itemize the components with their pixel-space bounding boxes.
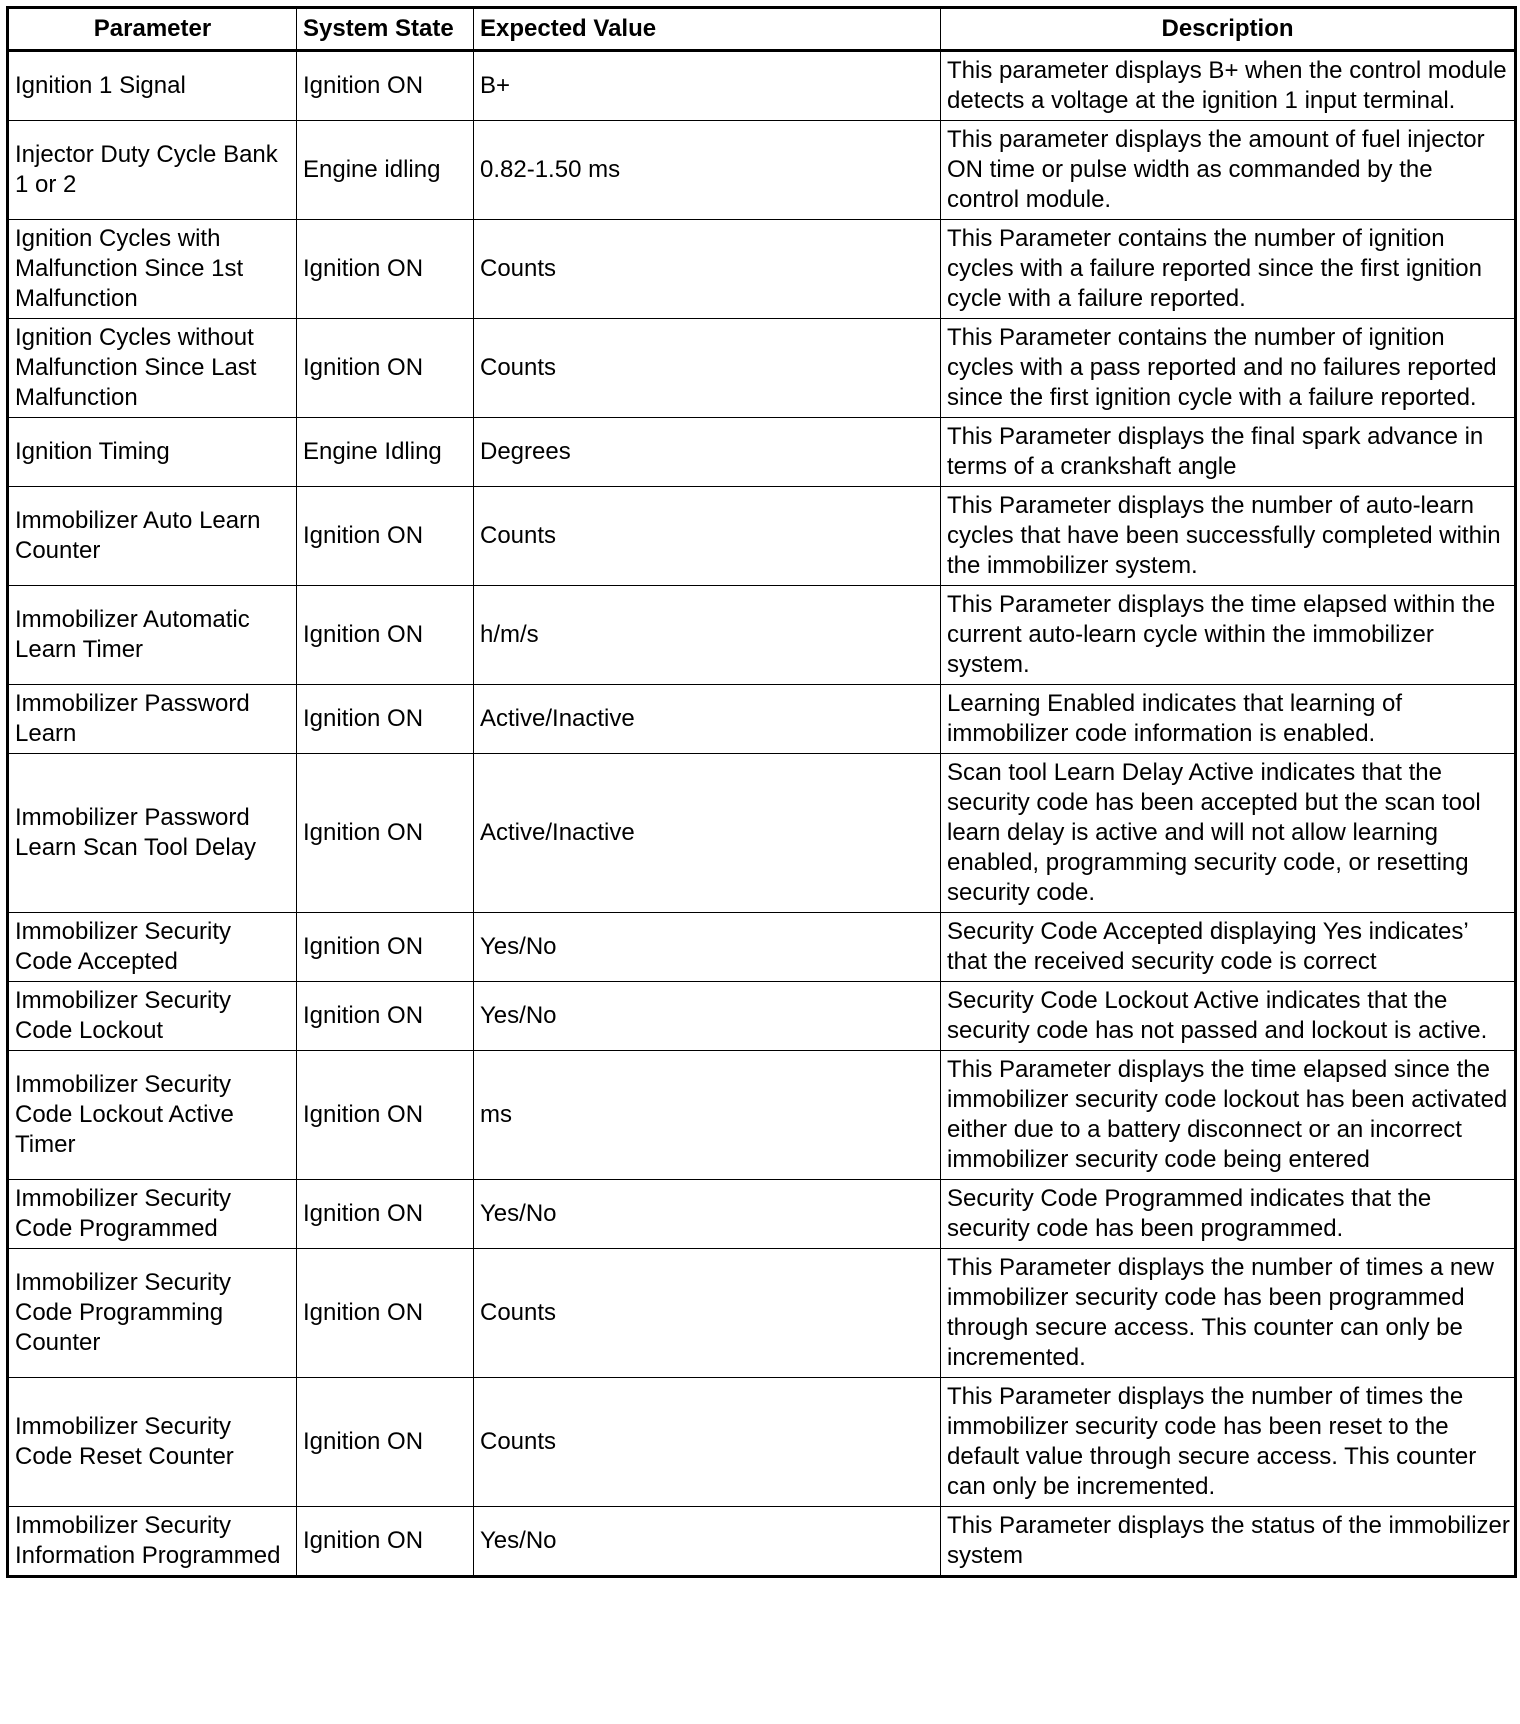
cell-expected-value: h/m/s bbox=[474, 586, 941, 685]
header-system-state: System State bbox=[297, 8, 474, 51]
cell-parameter: Ignition Cycles with Malfunction Since 1st Malfunction bbox=[8, 220, 297, 319]
cell-parameter: Immobilizer Security Code Lockout bbox=[8, 982, 297, 1051]
cell-expected-value: Counts bbox=[474, 487, 941, 586]
cell-description: This Parameter displays the time elapsed within the current auto-learn cycle within the immobilizer system. bbox=[941, 586, 1516, 685]
cell-expected-value: Active/Inactive bbox=[474, 754, 941, 913]
cell-system-state: Ignition ON bbox=[297, 685, 474, 754]
cell-expected-value: Counts bbox=[474, 319, 941, 418]
cell-expected-value: Active/Inactive bbox=[474, 685, 941, 754]
cell-system-state: Engine Idling bbox=[297, 418, 474, 487]
cell-system-state: Ignition ON bbox=[297, 1378, 474, 1507]
cell-parameter: Ignition 1 Signal bbox=[8, 51, 297, 121]
cell-expected-value: Degrees bbox=[474, 418, 941, 487]
parameter-table bbox=[6, 6, 1517, 1578]
cell-description: This Parameter displays the status of the immobilizer system bbox=[941, 1507, 1516, 1577]
header-parameter: Parameter bbox=[8, 8, 297, 51]
cell-parameter: Injector Duty Cycle Bank 1 or 2 bbox=[8, 121, 297, 220]
document-page bbox=[6, 6, 1514, 1578]
cell-parameter: Immobilizer Security Code Programmed bbox=[8, 1180, 297, 1249]
cell-parameter: Immobilizer Password Learn bbox=[8, 685, 297, 754]
table-row bbox=[8, 319, 1516, 418]
cell-parameter: Immobilizer Security Code Lockout Active Timer bbox=[8, 1051, 297, 1180]
header-description: Description bbox=[941, 8, 1516, 51]
table-row bbox=[8, 1507, 1516, 1577]
cell-expected-value: Yes/No bbox=[474, 913, 941, 982]
cell-parameter: Immobilizer Automatic Learn Timer bbox=[8, 586, 297, 685]
cell-parameter: Immobilizer Security Information Programmed bbox=[8, 1507, 297, 1577]
table-row bbox=[8, 982, 1516, 1051]
table-body bbox=[8, 51, 1516, 1577]
cell-system-state: Engine idling bbox=[297, 121, 474, 220]
table-row bbox=[8, 913, 1516, 982]
cell-description: This Parameter contains the number of ignition cycles with a pass reported and no failures reported since the first ignition cycle with a failure reported. bbox=[941, 319, 1516, 418]
cell-parameter: Ignition Timing bbox=[8, 418, 297, 487]
table-row bbox=[8, 220, 1516, 319]
cell-expected-value: Yes/No bbox=[474, 1507, 941, 1577]
cell-system-state: Ignition ON bbox=[297, 319, 474, 418]
cell-expected-value: 0.82-1.50 ms bbox=[474, 121, 941, 220]
cell-description: This Parameter displays the number of auto-learn cycles that have been successfully completed within the immobilizer system. bbox=[941, 487, 1516, 586]
header-expected-value: Expected Value bbox=[474, 8, 941, 51]
cell-description: This Parameter displays the number of times the immobilizer security code has been reset to the default value through secure access. This counter can only be incremented. bbox=[941, 1378, 1516, 1507]
cell-system-state: Ignition ON bbox=[297, 1051, 474, 1180]
cell-description: Security Code Lockout Active indicates that the security code has not passed and lockout is active. bbox=[941, 982, 1516, 1051]
cell-system-state: Ignition ON bbox=[297, 1507, 474, 1577]
header-row bbox=[8, 8, 1516, 51]
cell-description: Security Code Accepted displaying Yes indicates’ that the received security code is correct bbox=[941, 913, 1516, 982]
cell-system-state: Ignition ON bbox=[297, 982, 474, 1051]
table-row bbox=[8, 487, 1516, 586]
table-row bbox=[8, 754, 1516, 913]
table-row bbox=[8, 121, 1516, 220]
cell-description: This Parameter displays the final spark advance in terms of a crankshaft angle bbox=[941, 418, 1516, 487]
cell-description: This parameter displays the amount of fuel injector ON time or pulse width as commanded by the control module. bbox=[941, 121, 1516, 220]
cell-expected-value: B+ bbox=[474, 51, 941, 121]
cell-description: This Parameter contains the number of ignition cycles with a failure reported since the first ignition cycle with a failure reported. bbox=[941, 220, 1516, 319]
table-row bbox=[8, 1180, 1516, 1249]
cell-parameter: Immobilizer Auto Learn Counter bbox=[8, 487, 297, 586]
cell-description: Learning Enabled indicates that learning of immobilizer code information is enabled. bbox=[941, 685, 1516, 754]
table-row bbox=[8, 1051, 1516, 1180]
cell-system-state: Ignition ON bbox=[297, 487, 474, 586]
cell-system-state: Ignition ON bbox=[297, 1180, 474, 1249]
table-header bbox=[8, 8, 1516, 51]
cell-parameter: Ignition Cycles without Malfunction Since Last Malfunction bbox=[8, 319, 297, 418]
table-row bbox=[8, 1378, 1516, 1507]
table-row bbox=[8, 1249, 1516, 1378]
cell-expected-value: Yes/No bbox=[474, 982, 941, 1051]
cell-system-state: Ignition ON bbox=[297, 913, 474, 982]
cell-description: This Parameter displays the time elapsed since the immobilizer security code lockout has been activated either due to a battery disconnect or an incorrect immobilizer security code being entered bbox=[941, 1051, 1516, 1180]
cell-parameter: Immobilizer Password Learn Scan Tool Delay bbox=[8, 754, 297, 913]
cell-expected-value: Counts bbox=[474, 1249, 941, 1378]
cell-description: This Parameter displays the number of times a new immobilizer security code has been programmed through secure access. This counter can only be incremented. bbox=[941, 1249, 1516, 1378]
cell-expected-value: Yes/No bbox=[474, 1180, 941, 1249]
cell-system-state: Ignition ON bbox=[297, 220, 474, 319]
cell-parameter: Immobilizer Security Code Accepted bbox=[8, 913, 297, 982]
cell-description: This parameter displays B+ when the control module detects a voltage at the ignition 1 input terminal. bbox=[941, 51, 1516, 121]
table-row bbox=[8, 586, 1516, 685]
table-row bbox=[8, 418, 1516, 487]
cell-system-state: Ignition ON bbox=[297, 754, 474, 913]
cell-parameter: Immobilizer Security Code Programming Counter bbox=[8, 1249, 297, 1378]
cell-expected-value: Counts bbox=[474, 1378, 941, 1507]
cell-expected-value: ms bbox=[474, 1051, 941, 1180]
cell-system-state: Ignition ON bbox=[297, 51, 474, 121]
cell-description: Security Code Programmed indicates that the security code has been programmed. bbox=[941, 1180, 1516, 1249]
cell-parameter: Immobilizer Security Code Reset Counter bbox=[8, 1378, 297, 1507]
cell-system-state: Ignition ON bbox=[297, 586, 474, 685]
table-row bbox=[8, 685, 1516, 754]
cell-description: Scan tool Learn Delay Active indicates that the security code has been accepted but the scan tool learn delay is active and will not allow learning enabled, programming security code, or resetting security code. bbox=[941, 754, 1516, 913]
cell-system-state: Ignition ON bbox=[297, 1249, 474, 1378]
cell-expected-value: Counts bbox=[474, 220, 941, 319]
table-row bbox=[8, 51, 1516, 121]
